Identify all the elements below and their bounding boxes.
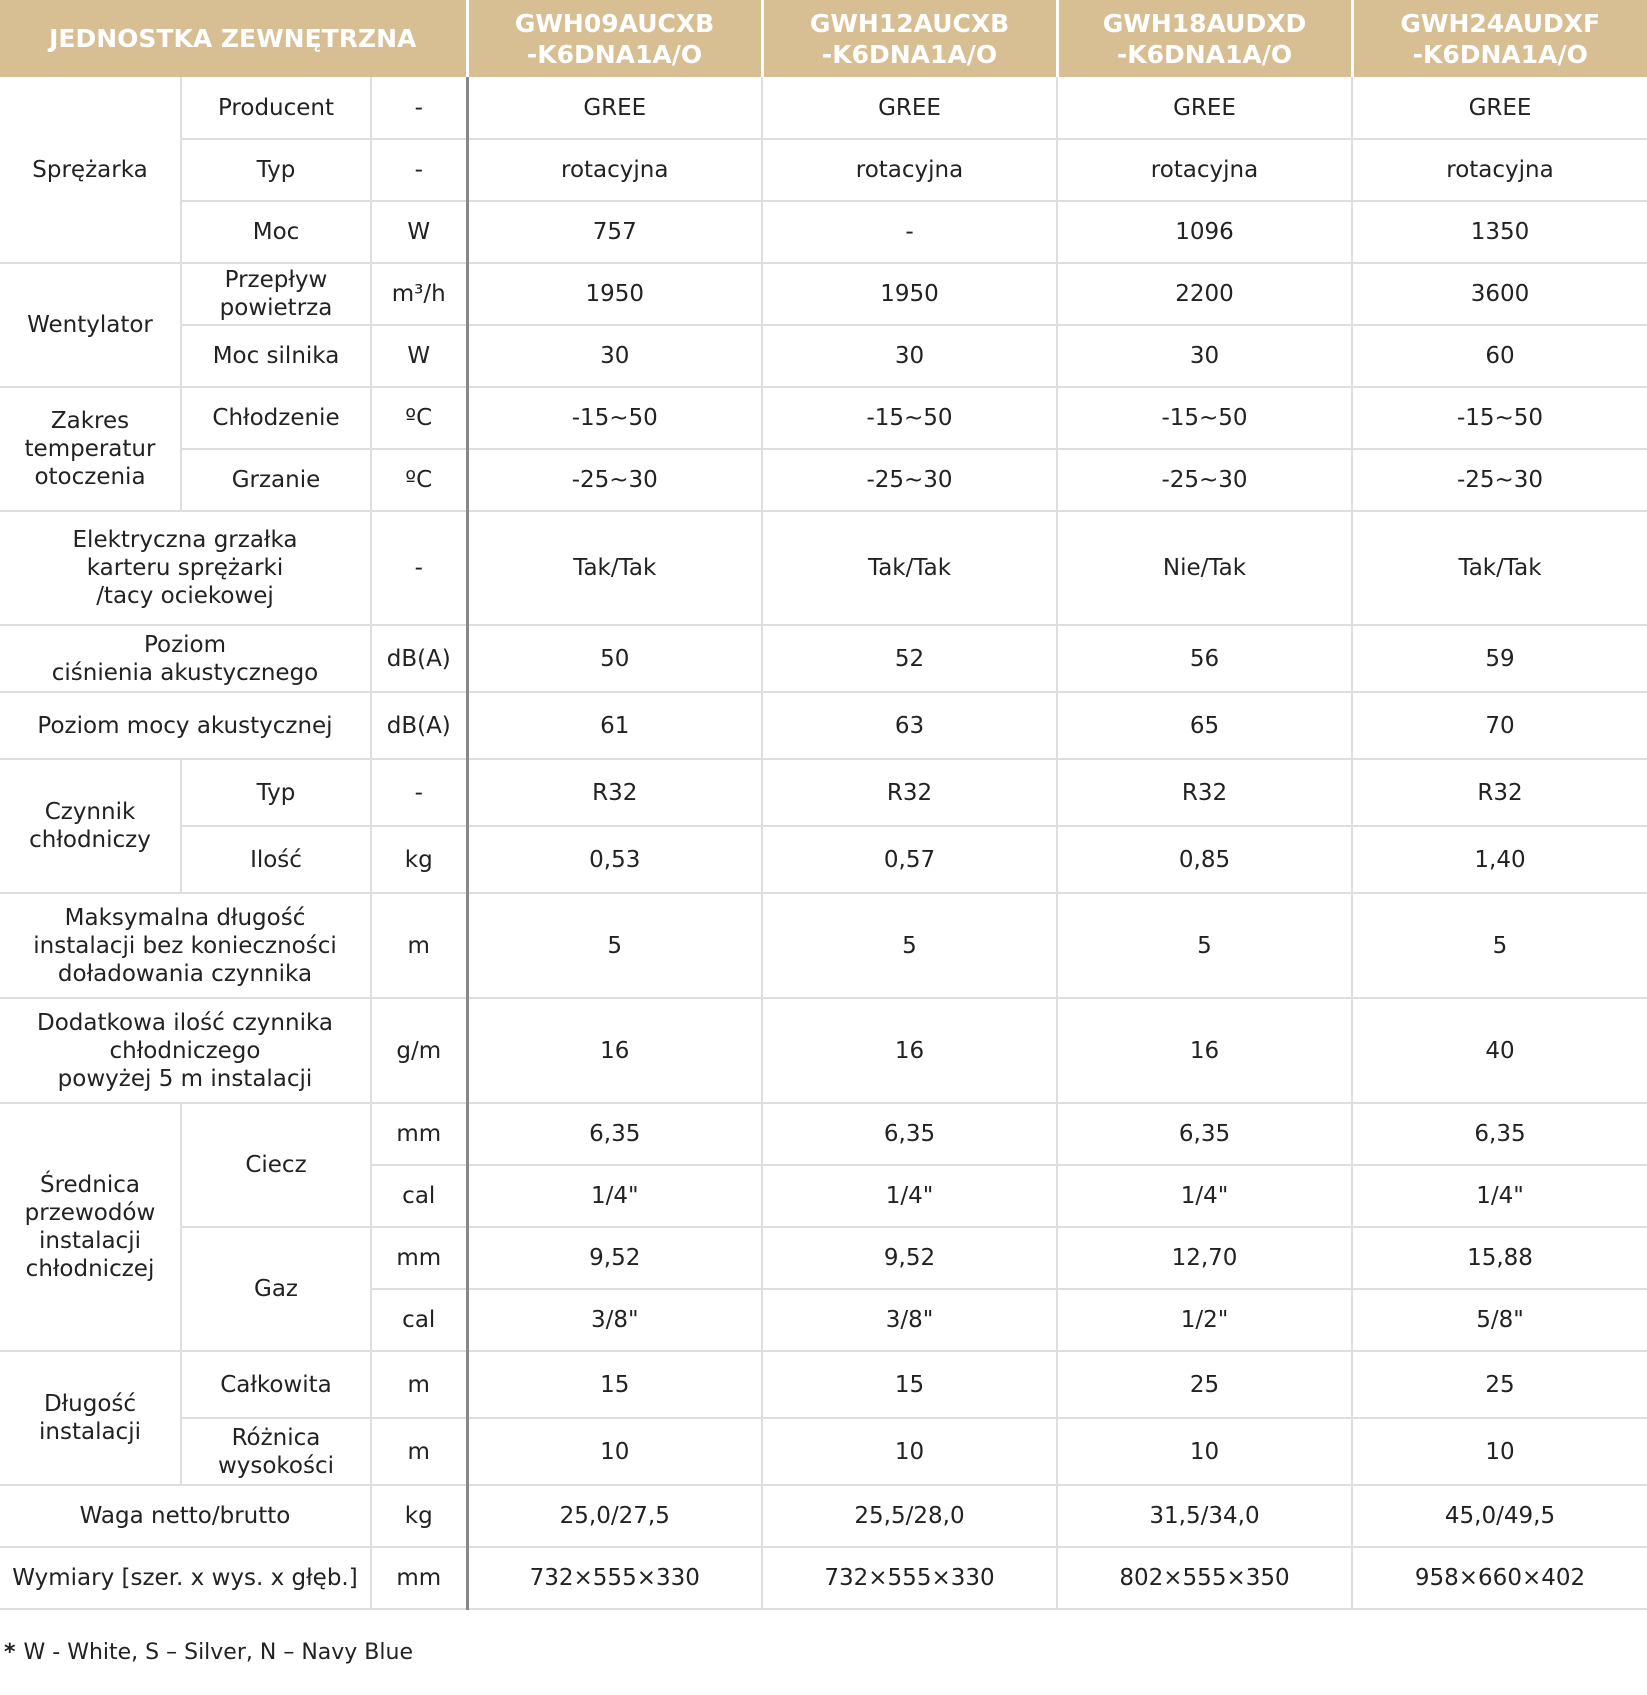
group-label: Wentylator xyxy=(0,263,181,387)
asterisk-icon: * xyxy=(4,1640,16,1665)
value-cell: 30 xyxy=(467,325,762,387)
model-header: GWH24AUDXF -K6DNA1A/O xyxy=(1352,0,1647,77)
table-row xyxy=(0,449,1647,511)
table-row xyxy=(0,893,1647,998)
value-cell: 16 xyxy=(762,998,1057,1103)
table-row xyxy=(0,1547,1647,1609)
value-cell: 1/4" xyxy=(1352,1165,1647,1227)
value-cell: 10 xyxy=(1057,1418,1352,1485)
unit-cell: m xyxy=(371,1351,467,1418)
unit-cell: kg xyxy=(371,1485,467,1547)
model-header: GWH09AUCXB -K6DNA1A/O xyxy=(467,0,762,77)
value-cell: 52 xyxy=(762,625,1057,692)
value-cell: 1/4" xyxy=(762,1165,1057,1227)
value-cell: 31,5/34,0 xyxy=(1057,1485,1352,1547)
value-cell: GREE xyxy=(1057,77,1352,139)
value-cell: 10 xyxy=(467,1418,762,1485)
value-cell: rotacyjna xyxy=(1352,139,1647,201)
unit-cell: - xyxy=(371,511,467,625)
value-cell: 15 xyxy=(467,1351,762,1418)
group-label: Zakres temperatur otoczenia xyxy=(0,387,181,511)
value-cell: 1096 xyxy=(1057,201,1352,263)
value-cell: 15,88 xyxy=(1352,1227,1647,1289)
footnote xyxy=(4,1640,413,1665)
table-row xyxy=(0,1418,1647,1485)
value-cell: 757 xyxy=(467,201,762,263)
value-cell: 59 xyxy=(1352,625,1647,692)
value-cell: 1950 xyxy=(762,263,1057,325)
value-cell: 60 xyxy=(1352,325,1647,387)
value-cell: 1950 xyxy=(467,263,762,325)
value-cell: -25~30 xyxy=(1352,449,1647,511)
value-cell: 40 xyxy=(1352,998,1647,1103)
sub-label: Różnica wysokości xyxy=(181,1418,371,1485)
value-cell: 3/8" xyxy=(762,1289,1057,1351)
value-cell: 25 xyxy=(1352,1351,1647,1418)
value-cell: 30 xyxy=(762,325,1057,387)
table-row xyxy=(0,759,1647,826)
value-cell: 1,40 xyxy=(1352,826,1647,893)
sub-label: Ciecz xyxy=(181,1103,371,1227)
value-cell: -15~50 xyxy=(762,387,1057,449)
value-cell: 63 xyxy=(762,692,1057,759)
value-cell: R32 xyxy=(762,759,1057,826)
value-cell: 25,0/27,5 xyxy=(467,1485,762,1547)
value-cell: -15~50 xyxy=(1352,387,1647,449)
sub-label: Chłodzenie xyxy=(181,387,371,449)
value-cell: 45,0/49,5 xyxy=(1352,1485,1647,1547)
value-cell: GREE xyxy=(762,77,1057,139)
row-label: Poziom mocy akustycznej xyxy=(0,692,371,759)
value-cell: -15~50 xyxy=(1057,387,1352,449)
model-header: GWH18AUDXD -K6DNA1A/O xyxy=(1057,0,1352,77)
table-row xyxy=(0,1103,1647,1165)
value-cell: rotacyjna xyxy=(762,139,1057,201)
sub-label: Przepływ powietrza xyxy=(181,263,371,325)
table-row xyxy=(0,692,1647,759)
value-cell: rotacyjna xyxy=(467,139,762,201)
value-cell: 2200 xyxy=(1057,263,1352,325)
value-cell: 5 xyxy=(762,893,1057,998)
value-cell: 0,57 xyxy=(762,826,1057,893)
row-label: Waga netto/brutto xyxy=(0,1485,371,1547)
sub-label: Typ xyxy=(181,759,371,826)
sub-label: Typ xyxy=(181,139,371,201)
unit-cell: cal xyxy=(371,1289,467,1351)
value-cell: 16 xyxy=(467,998,762,1103)
value-cell: 732×555×330 xyxy=(762,1547,1057,1609)
value-cell: 1/2" xyxy=(1057,1289,1352,1351)
unit-cell: cal xyxy=(371,1165,467,1227)
sub-label: Grzanie xyxy=(181,449,371,511)
value-cell: 3/8" xyxy=(467,1289,762,1351)
row-label: Dodatkowa ilość czynnika chłodniczego powyżej 5 m instalacji xyxy=(0,998,371,1103)
group-label: Długość instalacji xyxy=(0,1351,181,1485)
value-cell: - xyxy=(762,201,1057,263)
value-cell: Nie/Tak xyxy=(1057,511,1352,625)
unit-cell: m³/h xyxy=(371,263,467,325)
value-cell: 12,70 xyxy=(1057,1227,1352,1289)
value-cell: 1/4" xyxy=(1057,1165,1352,1227)
value-cell: 10 xyxy=(762,1418,1057,1485)
value-cell: rotacyjna xyxy=(1057,139,1352,201)
value-cell: 16 xyxy=(1057,998,1352,1103)
sub-label: Całkowita xyxy=(181,1351,371,1418)
sub-label: Moc silnika xyxy=(181,325,371,387)
value-cell: 5 xyxy=(1352,893,1647,998)
value-cell: 6,35 xyxy=(1352,1103,1647,1165)
value-cell: 6,35 xyxy=(762,1103,1057,1165)
value-cell: 0,53 xyxy=(467,826,762,893)
value-cell: 5 xyxy=(467,893,762,998)
value-cell: 25,5/28,0 xyxy=(762,1485,1057,1547)
value-cell: Tak/Tak xyxy=(762,511,1057,625)
unit-cell: g/m xyxy=(371,998,467,1103)
unit-cell: kg xyxy=(371,826,467,893)
table-row xyxy=(0,998,1647,1103)
sub-label: Producent xyxy=(181,77,371,139)
group-label: Czynnik chłodniczy xyxy=(0,759,181,893)
table-row xyxy=(0,263,1647,325)
value-cell: 1350 xyxy=(1352,201,1647,263)
value-cell: R32 xyxy=(1352,759,1647,826)
value-cell: 0,85 xyxy=(1057,826,1352,893)
unit-cell: m xyxy=(371,893,467,998)
unit-cell: W xyxy=(371,325,467,387)
value-cell: 802×555×350 xyxy=(1057,1547,1352,1609)
table-row xyxy=(0,511,1647,625)
value-cell: 6,35 xyxy=(1057,1103,1352,1165)
value-cell: Tak/Tak xyxy=(1352,511,1647,625)
unit-cell: m xyxy=(371,1418,467,1485)
unit-cell: mm xyxy=(371,1103,467,1165)
value-cell: 5 xyxy=(1057,893,1352,998)
value-cell: 9,52 xyxy=(762,1227,1057,1289)
value-cell: 6,35 xyxy=(467,1103,762,1165)
value-cell: -25~30 xyxy=(762,449,1057,511)
table-row xyxy=(0,1227,1647,1289)
value-cell: 15 xyxy=(762,1351,1057,1418)
sub-label: Moc xyxy=(181,201,371,263)
value-cell: GREE xyxy=(467,77,762,139)
row-label: Maksymalna długość instalacji bez konieczności doładowania czynnika xyxy=(0,893,371,998)
header-row xyxy=(0,0,1647,77)
value-cell: 56 xyxy=(1057,625,1352,692)
value-cell: Tak/Tak xyxy=(467,511,762,625)
unit-cell: mm xyxy=(371,1547,467,1609)
unit-cell: dB(A) xyxy=(371,625,467,692)
value-cell: 958×660×402 xyxy=(1352,1547,1647,1609)
value-cell: 9,52 xyxy=(467,1227,762,1289)
row-label: Elektryczna grzałka karteru sprężarki /tacy ociekowej xyxy=(0,511,371,625)
unit-cell: - xyxy=(371,77,467,139)
table-row xyxy=(0,325,1647,387)
table-row xyxy=(0,387,1647,449)
table-row xyxy=(0,139,1647,201)
value-cell: 732×555×330 xyxy=(467,1547,762,1609)
table-row xyxy=(0,1485,1647,1547)
value-cell: 10 xyxy=(1352,1418,1647,1485)
value-cell: GREE xyxy=(1352,77,1647,139)
group-label: Sprężarka xyxy=(0,77,181,263)
value-cell: 50 xyxy=(467,625,762,692)
value-cell: 30 xyxy=(1057,325,1352,387)
value-cell: 70 xyxy=(1352,692,1647,759)
value-cell: 25 xyxy=(1057,1351,1352,1418)
unit-cell: - xyxy=(371,139,467,201)
table-row xyxy=(0,1351,1647,1418)
unit-cell: dB(A) xyxy=(371,692,467,759)
header-label: JEDNOSTKA ZEWNĘTRZNA xyxy=(0,0,467,77)
unit-cell: mm xyxy=(371,1227,467,1289)
value-cell: -25~30 xyxy=(1057,449,1352,511)
table-row xyxy=(0,77,1647,139)
model-header: GWH12AUCXB -K6DNA1A/O xyxy=(762,0,1057,77)
unit-cell: ºC xyxy=(371,449,467,511)
group-label: Średnica przewodów instalacji chłodniczej xyxy=(0,1103,181,1351)
table-row xyxy=(0,201,1647,263)
sub-label: Ilość xyxy=(181,826,371,893)
value-cell: 61 xyxy=(467,692,762,759)
value-cell: -25~30 xyxy=(467,449,762,511)
row-label: Wymiary [szer. x wys. x głęb.] xyxy=(0,1547,371,1609)
unit-cell: ºC xyxy=(371,387,467,449)
unit-cell: W xyxy=(371,201,467,263)
table-row xyxy=(0,826,1647,893)
value-cell: R32 xyxy=(467,759,762,826)
row-label: Poziom ciśnienia akustycznego xyxy=(0,625,371,692)
value-cell: 1/4" xyxy=(467,1165,762,1227)
table-row xyxy=(0,625,1647,692)
unit-cell: - xyxy=(371,759,467,826)
value-cell: R32 xyxy=(1057,759,1352,826)
value-cell: 65 xyxy=(1057,692,1352,759)
value-cell: 3600 xyxy=(1352,263,1647,325)
value-cell: -15~50 xyxy=(467,387,762,449)
footnote-text: W - White, S – Silver, N – Navy Blue xyxy=(23,1640,413,1665)
value-cell: 5/8" xyxy=(1352,1289,1647,1351)
sub-label: Gaz xyxy=(181,1227,371,1351)
